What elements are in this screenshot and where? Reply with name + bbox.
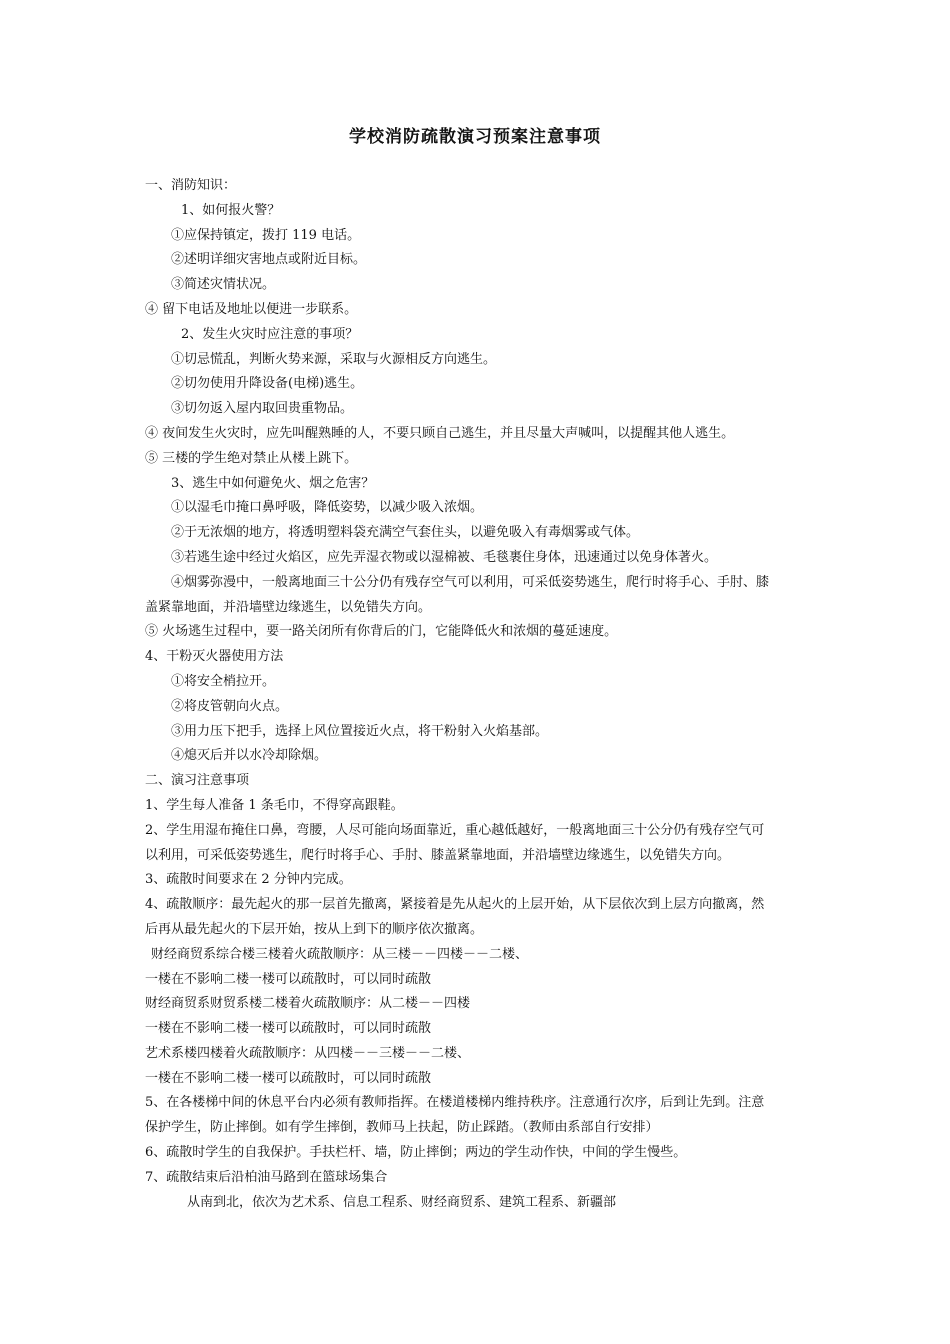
- text-line: ②切勿使用升降设备(电梯)逃生。: [171, 376, 364, 392]
- text-line: ①应保持镇定，拨打 119 电话。: [171, 227, 361, 243]
- text-line: 一楼在不影响二楼一楼可以疏散时，可以同时疏散: [145, 1070, 432, 1086]
- text-line: ③用力压下把手，选择上风位置接近火点，将干粉射入火焰基部。: [171, 723, 549, 739]
- text-line: ④熄灭后并以水冷却除烟。: [171, 748, 328, 764]
- text-line: 一楼在不影响二楼一楼可以疏散时，可以同时疏散: [145, 1021, 432, 1037]
- text-line: ③若逃生途中经过火焰区，应先弄湿衣物或以湿棉被、毛毯裹住身体，迅速通过以免身体著火。: [171, 549, 718, 565]
- text-line: ⑤ 火场逃生过程中，要一路关闭所有你背后的门，它能降低火和浓烟的蔓延速度。: [145, 624, 618, 640]
- text-line: ②述明详细灾害地点或附近目标。: [171, 252, 367, 268]
- text-line: ⑤ 三楼的学生绝对禁止从楼上跳下。: [145, 450, 358, 466]
- text-line: 4、疏散顺序：最先起火的那一层首先撤离，紧接着是先从起火的上层开始，从下层依次到上层方向撤离，然: [145, 897, 765, 913]
- text-line: 1、如何报火警？: [181, 202, 281, 218]
- text-line: 5、在各楼梯中间的休息平台内必须有教师指挥。在楼道楼梯内维持秩序。注意通行次序，后到让先到。注意: [145, 1095, 765, 1111]
- text-line: 6、疏散时学生的自我保护。手扶栏杆、墙，防止摔倒；两边的学生动作快，中间的学生慢些。: [145, 1145, 687, 1161]
- text-line: 艺术系楼四楼着火疏散顺序：从四楼－－三楼－－二楼、: [145, 1045, 471, 1061]
- text-line: 后再从最先起火的下层开始，按从上到下的顺序依次撤离。: [145, 921, 484, 937]
- text-line: ①将安全梢拉开。: [171, 673, 276, 689]
- text-line: ②于无浓烟的地方，将透明塑料袋充满空气套住头，以避免吸入有毒烟雾或气体。: [171, 525, 640, 541]
- document-title: 学校消防疏散演习预案注意事项: [349, 127, 601, 147]
- text-line: 财经商贸系综合楼三楼着火疏散顺序：从三楼－－四楼－－二楼、: [151, 946, 529, 962]
- text-line: 2、学生用湿布掩住口鼻，弯腰，人尽可能向场面靠近，重心越低越好，一般离地面三十公分仍有残存空气可: [145, 822, 765, 838]
- text-line: ①切忌慌乱，判断火势来源，采取与火源相反方向逃生。: [171, 351, 497, 367]
- text-line: 以利用，可采低姿势逃生，爬行时将手心、手肘、膝盖紧靠地面，并沿墙壁边缘逃生，以免错失方向。: [145, 847, 731, 863]
- text-line: ③简述灾情状况。: [171, 277, 276, 293]
- text-line: 保护学生，防止摔倒。如有学生摔倒，教师马上扶起，防止踩踏。（教师由系部自行安排）: [145, 1120, 659, 1136]
- text-line: ①以湿毛巾掩口鼻呼吸，降低姿势，以减少吸入浓烟。: [171, 500, 484, 516]
- text-line: 一、消防知识：: [145, 178, 237, 193]
- text-line: 7、疏散结束后沿柏油马路到在篮球场集合: [145, 1169, 388, 1185]
- text-line: 1、学生每人准备 1 条毛巾，不得穿高跟鞋。: [145, 797, 404, 813]
- text-line: 二、演习注意事项: [145, 773, 250, 789]
- text-line: 财经商贸系财贸系楼二楼着火疏散顺序：从二楼－－四楼: [145, 996, 471, 1012]
- text-line: ④烟雾弥漫中，一般离地面三十公分仍有残存空气可以利用，可采低姿势逃生，爬行时将手心、手肘、膝: [171, 574, 770, 590]
- text-line: 一楼在不影响二楼一楼可以疏散时，可以同时疏散: [145, 971, 432, 987]
- document-body: [145, 174, 815, 1215]
- text-line: 3、疏散时间要求在 2 分钟内完成。: [145, 872, 352, 888]
- text-line: ④ 留下电话及地址以便进一步联系。: [145, 301, 358, 317]
- text-line: ④ 夜间发生火灾时，应先叫醒熟睡的人，不要只顾自己逃生，并且尽量大声喊叫，以提醒其他人逃生。: [145, 425, 735, 441]
- text-line: ③切勿返入屋内取回贵重物品。: [171, 401, 354, 417]
- text-line: 盖紧靠地面，并沿墙壁边缘逃生，以免错失方向。: [145, 599, 432, 615]
- text-line: 2、发生火灾时应注意的事项？: [181, 326, 359, 342]
- text-line: 4、干粉灭火器使用方法: [145, 649, 284, 665]
- text-line: 从南到北，依次为艺术系、信息工程系、财经商贸系、建筑工程系、新疆部: [187, 1194, 617, 1210]
- text-line: 3、逃生中如何避免火、烟之危害？: [171, 475, 375, 491]
- text-line: ②将皮管朝向火点。: [171, 698, 289, 714]
